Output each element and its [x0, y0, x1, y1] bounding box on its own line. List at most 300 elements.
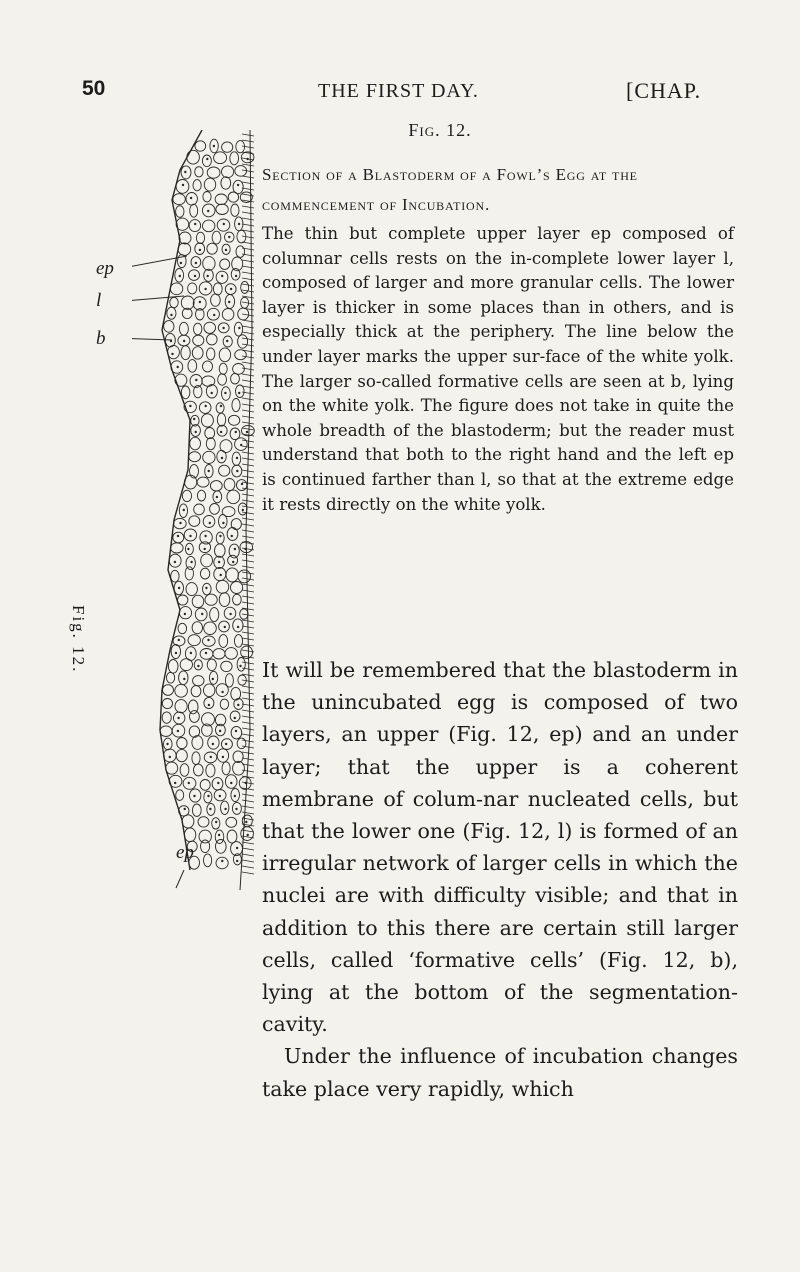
cell: [198, 817, 209, 827]
columnar-cell: [242, 530, 254, 532]
cell: [176, 790, 184, 801]
columnar-cell: [242, 344, 254, 346]
cell-nucleus: [238, 223, 240, 225]
cell: [175, 374, 187, 386]
cell: [230, 711, 240, 722]
cell: [199, 402, 211, 414]
cell: [192, 804, 201, 816]
cell-nucleus: [177, 717, 179, 719]
cell: [190, 711, 200, 723]
cell-nucleus: [174, 782, 176, 784]
cell: [219, 635, 228, 648]
columnar-cell: [242, 170, 254, 172]
cell: [234, 635, 242, 648]
cell: [210, 608, 219, 622]
cell: [222, 309, 234, 321]
cell: [241, 281, 249, 293]
cell: [194, 764, 204, 776]
paragraph-2: Under the influence of incubation changes take place very rapidly, which: [262, 1044, 738, 1101]
cell-nucleus: [228, 301, 230, 303]
cell: [204, 791, 212, 803]
columnar-cell: [242, 602, 254, 604]
cell: [216, 271, 228, 283]
cell-nucleus: [213, 314, 215, 316]
cell-nucleus: [190, 652, 192, 654]
cell: [192, 347, 203, 359]
columnar-cell: [242, 212, 254, 214]
cell: [193, 180, 201, 191]
cell: [184, 828, 195, 842]
columnar-cell: [242, 572, 254, 574]
cell: [204, 854, 212, 867]
columnar-cell: [242, 440, 254, 442]
columnar-cell: [242, 722, 254, 724]
cell: [235, 166, 247, 177]
columnar-cell: [242, 704, 254, 706]
cell-nucleus: [235, 730, 237, 732]
cell: [194, 660, 202, 670]
cell: [188, 635, 200, 646]
cell: [215, 544, 226, 557]
cell-nucleus: [195, 262, 197, 264]
cell: [195, 167, 203, 177]
columnar-cell: [242, 164, 254, 166]
cell-nucleus: [205, 652, 207, 654]
cell: [203, 516, 215, 528]
cell-nucleus: [189, 535, 191, 537]
cell: [162, 712, 171, 723]
figure-label-b: b: [96, 328, 106, 349]
cell: [178, 595, 188, 605]
cell: [214, 152, 227, 164]
cell: [231, 204, 239, 216]
columnar-cell: [242, 410, 254, 412]
cell-nucleus: [177, 366, 179, 368]
cell-nucleus: [230, 288, 232, 290]
cell: [193, 335, 204, 345]
cell: [178, 243, 191, 255]
cell-nucleus: [235, 275, 237, 277]
cell: [177, 738, 187, 749]
cell: [207, 334, 218, 345]
cell: [164, 321, 174, 333]
cell-nucleus: [215, 821, 217, 823]
cell: [206, 438, 215, 450]
cell-nucleus: [216, 496, 218, 498]
columnar-cell: [242, 590, 254, 592]
cell: [231, 582, 243, 594]
cell-nucleus: [208, 470, 210, 472]
cell: [222, 166, 234, 178]
cell-nucleus: [207, 795, 209, 797]
cell: [162, 699, 172, 709]
cell: [180, 764, 189, 777]
cell: [222, 142, 233, 152]
columnar-cell: [242, 752, 254, 754]
columnar-cell: [242, 842, 254, 844]
cell-nucleus: [171, 353, 173, 355]
cell: [181, 346, 190, 360]
cell: [233, 761, 245, 775]
cell-nucleus: [195, 431, 197, 433]
cell: [186, 583, 197, 596]
cell-nucleus: [179, 522, 181, 524]
cell-nucleus: [166, 743, 168, 745]
columnar-cell: [242, 380, 254, 382]
cell-nucleus: [183, 509, 185, 511]
cell-nucleus: [205, 587, 207, 589]
cell: [206, 764, 215, 777]
cell: [200, 568, 209, 579]
cell: [199, 830, 211, 843]
cell-nucleus: [193, 795, 195, 797]
cell: [206, 385, 217, 398]
columnar-cell: [242, 584, 254, 586]
cell: [192, 595, 204, 607]
cell: [170, 297, 178, 307]
columnar-cell: [242, 596, 254, 598]
columnar-cell: [242, 422, 254, 424]
columnar-cell: [242, 236, 254, 238]
cell: [189, 452, 201, 462]
cell-nucleus: [221, 275, 223, 277]
cell: [182, 490, 191, 501]
cell: [237, 738, 246, 749]
cell: [228, 555, 238, 565]
cell: [210, 504, 220, 515]
cell: [193, 676, 204, 686]
cell-nucleus: [224, 808, 226, 810]
cell: [179, 322, 188, 335]
cell: [188, 700, 198, 714]
cell-nucleus: [212, 678, 214, 680]
cell: [189, 270, 200, 281]
cell-nucleus: [207, 639, 209, 641]
cell-nucleus: [209, 522, 211, 524]
page-number: 50: [82, 77, 106, 100]
cell-nucleus: [180, 262, 182, 264]
cell: [217, 450, 226, 463]
cell: [171, 645, 180, 659]
yolk-boundary-line: [160, 130, 202, 870]
columnar-cell: [242, 278, 254, 280]
cell: [170, 283, 182, 295]
cell-nucleus: [213, 145, 215, 147]
cell-nucleus: [242, 509, 244, 511]
cell: [201, 414, 213, 427]
columnar-cell: [242, 782, 254, 784]
cell-nucleus: [194, 275, 196, 277]
cell: [175, 684, 188, 697]
cell-nucleus: [221, 860, 223, 862]
cell: [197, 490, 205, 501]
cell-nucleus: [204, 535, 206, 537]
cell-nucleus: [237, 184, 239, 186]
columnar-cell: [242, 578, 254, 580]
columnar-cell: [242, 512, 254, 514]
cell: [204, 684, 215, 697]
cell-nucleus: [247, 834, 249, 836]
cell: [193, 297, 206, 310]
cell: [194, 504, 205, 515]
columnar-cell: [242, 146, 254, 148]
cell: [204, 178, 215, 191]
figure-side-label: Fig. 12.: [69, 605, 88, 674]
cell: [192, 736, 203, 750]
cell-nucleus: [178, 587, 180, 589]
cell: [214, 568, 226, 581]
cell-nucleus: [232, 561, 234, 563]
cell: [167, 672, 175, 683]
columnar-cell: [242, 518, 254, 520]
blastoderm-section-figure: [132, 130, 262, 890]
columnar-cell: [242, 368, 254, 370]
cell-nucleus: [239, 665, 241, 667]
cell: [188, 360, 197, 373]
cell-nucleus: [183, 340, 185, 342]
cell-nucleus: [234, 717, 236, 719]
columnar-cell: [242, 554, 254, 556]
columnar-cell: [242, 728, 254, 730]
cell: [236, 385, 245, 398]
columnar-cell: [242, 266, 254, 268]
columnar-cell: [242, 188, 254, 190]
cell: [216, 532, 224, 544]
cell-nucleus: [236, 860, 238, 862]
cell: [189, 220, 200, 232]
cell: [160, 726, 172, 737]
cell: [200, 780, 210, 791]
cell: [236, 141, 245, 153]
cell: [233, 751, 243, 763]
cell-nucleus: [225, 249, 227, 251]
cell-nucleus: [170, 340, 172, 342]
columnar-cell: [242, 560, 254, 562]
cell: [207, 659, 216, 671]
running-head: THE FIRST DAY.: [318, 80, 479, 102]
cell: [207, 348, 215, 360]
columnar-cell: [242, 662, 254, 664]
cell: [221, 177, 231, 189]
cell-nucleus: [222, 756, 224, 758]
cell: [222, 762, 230, 775]
cell: [226, 817, 237, 827]
cell: [227, 528, 238, 541]
cell-nucleus: [194, 223, 196, 225]
cell: [185, 475, 197, 489]
cell: [212, 231, 221, 244]
cell-nucleus: [224, 392, 226, 394]
cell-nucleus: [209, 808, 211, 810]
caption-heading: Section of a Blastoderm of a Fowl’s Egg at the commencement of Incubation.: [262, 165, 638, 214]
cell-nucleus: [237, 626, 239, 628]
cell: [228, 192, 238, 202]
cell: [215, 194, 227, 205]
cell-nucleus: [224, 626, 226, 628]
cell-nucleus: [178, 639, 180, 641]
cell: [195, 243, 205, 255]
columnar-cell: [242, 866, 254, 868]
cell-nucleus: [189, 405, 191, 407]
cell-nucleus: [222, 522, 224, 524]
cell-nucleus: [199, 301, 201, 303]
leader-line: [132, 296, 184, 302]
cell: [191, 686, 201, 697]
columnar-cell: [242, 494, 254, 496]
columnar-cell: [242, 404, 254, 406]
cell-nucleus: [223, 223, 225, 225]
cell-nucleus: [236, 457, 238, 459]
cell-nucleus: [207, 210, 209, 212]
cell-nucleus: [234, 548, 236, 550]
cell: [192, 622, 202, 634]
cell-nucleus: [237, 704, 239, 706]
cell-nucleus: [177, 535, 179, 537]
cell: [221, 661, 232, 671]
cell: [167, 307, 176, 319]
cell-nucleus: [208, 704, 210, 706]
cell: [207, 167, 220, 178]
cell: [238, 335, 248, 348]
cell-nucleus: [201, 613, 203, 615]
columnar-cell: [242, 272, 254, 274]
cell-nucleus: [187, 548, 189, 550]
cell-nucleus: [221, 457, 223, 459]
cell: [205, 428, 215, 439]
cell: [233, 364, 245, 375]
cell-nucleus: [182, 184, 184, 186]
columnar-cell: [242, 860, 254, 862]
cell: [220, 259, 230, 269]
cell: [219, 363, 227, 374]
cell-nucleus: [228, 236, 230, 238]
cell-nucleus: [245, 821, 247, 823]
cell: [201, 840, 210, 853]
cell: [176, 206, 184, 218]
cell: [189, 516, 200, 527]
cell: [233, 594, 242, 605]
columnar-cell: [242, 524, 254, 526]
cell: [185, 567, 193, 580]
columnar-cell: [242, 206, 254, 208]
cell: [199, 542, 210, 553]
cell: [219, 515, 228, 529]
cell: [220, 699, 228, 709]
cell: [225, 775, 237, 789]
cell: [217, 425, 227, 436]
cell: [216, 840, 227, 854]
cell: [235, 350, 247, 360]
columnar-cell: [242, 812, 254, 814]
columnar-cell: [242, 416, 254, 418]
cell: [228, 415, 239, 425]
columnar-cell: [242, 260, 254, 262]
figure-title: Fig. 12.: [408, 120, 472, 140]
cell: [216, 580, 229, 593]
cell-nucleus: [219, 730, 221, 732]
cell: [176, 749, 187, 761]
figure-label-l: l: [96, 290, 102, 311]
cell: [213, 283, 222, 295]
cell-nucleus: [236, 847, 238, 849]
columnar-cell: [242, 542, 254, 544]
cell: [231, 373, 240, 384]
cell-nucleus: [177, 730, 179, 732]
cell-nucleus: [206, 158, 208, 160]
columnar-cell: [242, 182, 254, 184]
cell-nucleus: [236, 470, 238, 472]
cell: [179, 607, 191, 619]
cell-nucleus: [238, 392, 240, 394]
columnar-cell: [242, 242, 254, 244]
columnar-cell: [242, 506, 254, 508]
cell-nucleus: [197, 665, 199, 667]
cell: [204, 322, 216, 333]
cell: [176, 218, 189, 230]
cell-nucleus: [218, 561, 220, 563]
cell: [210, 481, 222, 491]
cell: [236, 246, 245, 258]
cell-nucleus: [225, 743, 227, 745]
cell-nucleus: [210, 756, 212, 758]
cell: [212, 818, 220, 829]
cell: [217, 413, 225, 426]
cell-nucleus: [195, 379, 197, 381]
cell-nucleus: [169, 756, 171, 758]
cell: [204, 622, 217, 635]
cell-nucleus: [217, 782, 219, 784]
cell: [203, 192, 211, 202]
columnar-cell: [242, 692, 254, 694]
cell-nucleus: [235, 808, 237, 810]
columnar-cell: [242, 794, 254, 796]
cell: [190, 437, 201, 450]
columnar-cell: [242, 566, 254, 568]
cell-nucleus: [235, 431, 237, 433]
cell: [233, 619, 243, 632]
cell-nucleus: [175, 652, 177, 654]
cell: [207, 243, 217, 254]
cell: [219, 348, 230, 362]
cell: [213, 649, 225, 659]
cell: [234, 322, 242, 336]
cell: [173, 194, 185, 205]
cell: [203, 220, 215, 232]
cell-nucleus: [205, 405, 207, 407]
cell: [205, 594, 217, 605]
cell: [173, 532, 184, 543]
cell: [203, 451, 215, 463]
columnar-cell: [242, 362, 254, 364]
cell: [187, 841, 197, 852]
cell: [216, 857, 228, 869]
cell: [175, 700, 187, 713]
cell: [182, 815, 194, 828]
cell: [202, 155, 211, 167]
cell: [163, 685, 174, 696]
cell: [194, 323, 202, 335]
cell: [187, 150, 200, 164]
cell: [216, 403, 224, 413]
columnar-cell: [242, 740, 254, 742]
cell: [227, 830, 237, 843]
cell-nucleus: [204, 288, 206, 290]
cell-nucleus: [170, 314, 172, 316]
cell: [195, 141, 206, 151]
cell: [221, 801, 229, 814]
cell-nucleus: [212, 743, 214, 745]
cell: [166, 762, 178, 774]
